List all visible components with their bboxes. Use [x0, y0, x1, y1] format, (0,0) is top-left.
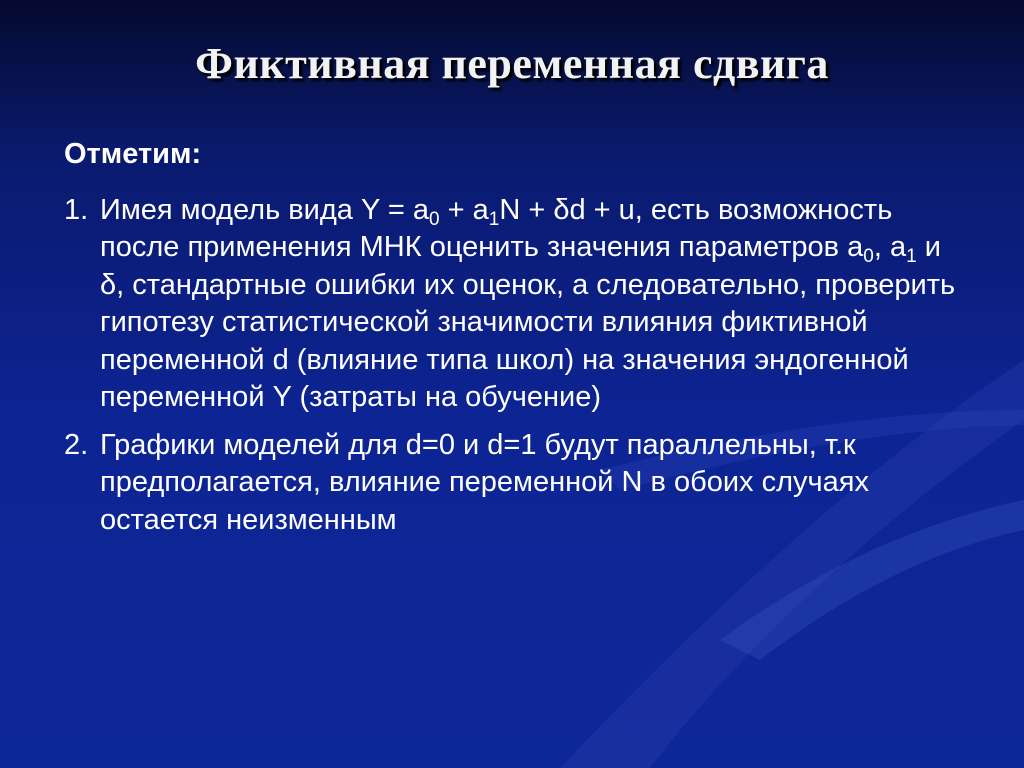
text-segment: и δ, стандартные ошибки их оценок, а следовательно, проверить гипотезу статистической значимости влияния фиктивной переменной d (влияние типа школ) на значения эндогенной переменной Y (затраты на обучение): [100, 231, 956, 413]
subscript: 0: [428, 208, 440, 230]
text-segment: N + δd + u, есть возможность после применения МНК оценить значения параметров a: [100, 193, 893, 263]
list-item-text: [100, 192, 964, 417]
slide-title: Фиктивная переменная сдвига: [195, 39, 829, 88]
subscript: 0: [863, 246, 874, 267]
list-item-1: [64, 192, 964, 417]
list-item-number: 2.: [64, 428, 89, 461]
list-item-2: [64, 427, 964, 540]
list-item-number: 1.: [64, 193, 89, 226]
text-segment: , a: [873, 231, 907, 263]
text-segment: + a: [439, 193, 489, 226]
text-segment: Имея модель вида Y = a: [100, 193, 429, 226]
lead-text: Отметим:: [64, 138, 202, 170]
subscript: 1: [906, 246, 917, 267]
slide-body: [64, 136, 964, 549]
subscript: 1: [488, 208, 500, 230]
list-item-text: Графики моделей для d=0 и d=1 будут параллельны, т.к предполагается, влияние переменной N в обоих случаях остается неизменным: [100, 428, 869, 536]
